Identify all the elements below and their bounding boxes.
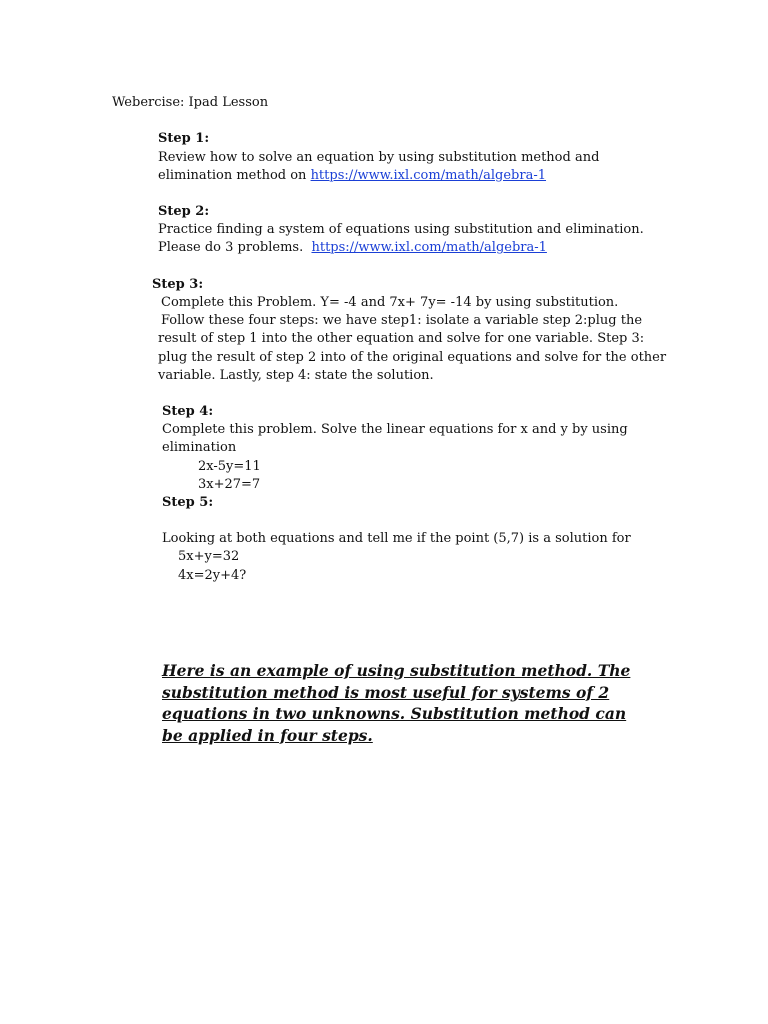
step2-text-prefix: Please do 3 problems. (158, 240, 312, 255)
step4-equation-1: 2x-5y=11 (198, 459, 261, 474)
step2-ixl-link[interactable]: https://www.ixl.com/math/algebra-1 (311, 240, 547, 255)
step2-heading: Step 2: (158, 204, 210, 219)
step4-heading: Step 4: (162, 404, 214, 419)
substitution-example-paragraph: Here is an example of using substitution method. The substitution method is most useful for systems of 2 equations in two unknowns. Substitution method can be applied in four steps. (162, 661, 631, 745)
step3-text-line5: variable. Lastly, step 4: state the solution. (158, 368, 434, 383)
step3-text-line2: Follow these four steps: we have step1: isolate a variable step 2:plug the (161, 313, 643, 328)
step2-text-line2 (158, 239, 547, 257)
step1-ixl-link[interactable]: https://www.ixl.com/math/algebra-1 (310, 168, 547, 183)
step4-text-line2: elimination (162, 440, 237, 455)
step5-equation-1: 5x+y=32 (178, 549, 240, 564)
step3-text-line4: plug the result of step 2 into of the original equations and solve for the other (158, 350, 667, 365)
document-title: Webercise: Ipad Lesson (112, 95, 269, 110)
step3-text-line1: Complete this Problem. Y= -4 and 7x+ 7y= -14 by using substitution. (161, 295, 619, 310)
step1-text-line1: Review how to solve an equation by using substitution method and (158, 150, 600, 165)
step3-heading: Step 3: (152, 277, 204, 292)
step4-equation-2: 3x+27=7 (198, 477, 261, 492)
step5-text-line1: Looking at both equations and tell me if the point (5,7) is a solution for (162, 531, 631, 546)
step3-text-line3: result of step 1 into the other equation and solve for one variable. Step 3: (158, 331, 645, 346)
step4-text-line1: Complete this problem. Solve the linear equations for x and y by using (162, 422, 628, 437)
step5-equation-2: 4x=2y+4? (178, 568, 247, 583)
step1-text-line2 (158, 167, 546, 185)
step2-text-line1: Practice finding a system of equations using substitution and elimination. (158, 222, 644, 237)
step1-heading: Step 1: (158, 131, 210, 146)
step1-text-prefix: elimination method on (158, 168, 311, 183)
step5-heading: Step 5: (162, 495, 214, 510)
